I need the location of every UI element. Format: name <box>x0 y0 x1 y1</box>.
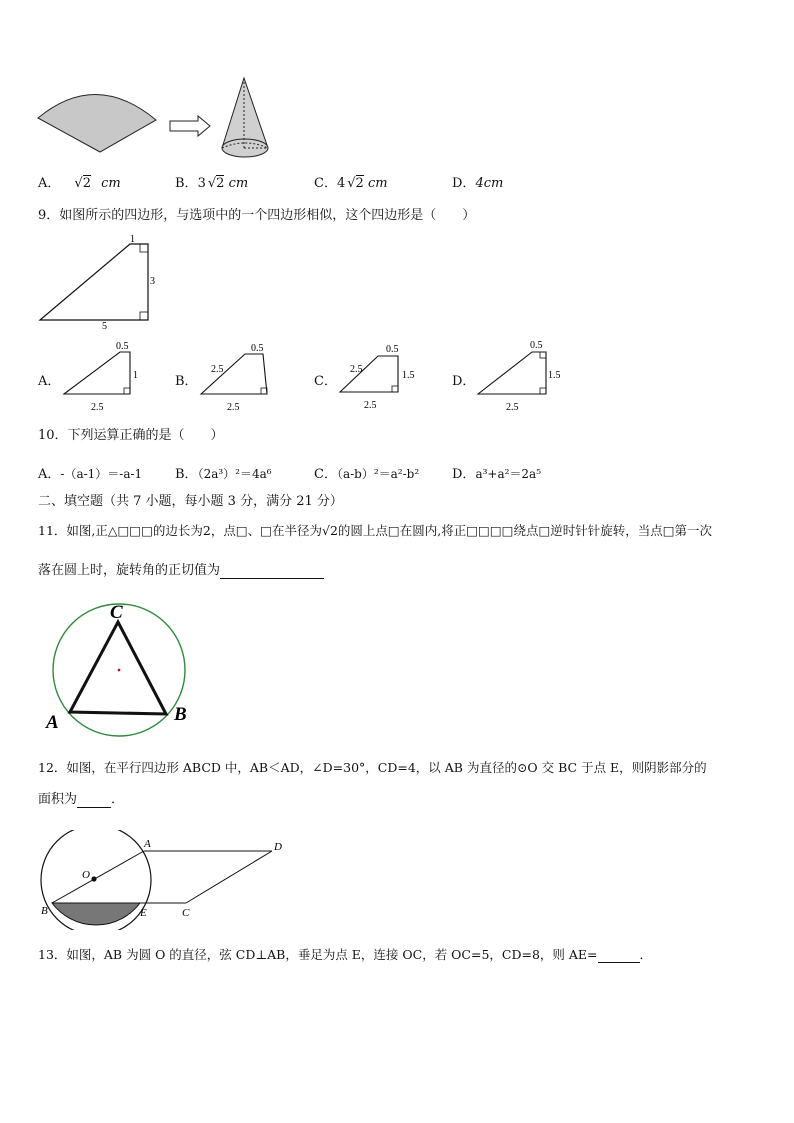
q13-text: 13．如图，AB 为圆 O 的直径，弦 CD⊥AB，垂足为点 E，连接 OC，若 OC=5，CD=8，则 AE= <box>38 947 598 962</box>
sqrt-icon: √ <box>347 176 356 191</box>
sqrt-icon: √ <box>74 176 83 191</box>
q8-figure <box>36 76 286 164</box>
option-text: 4cm <box>475 176 504 191</box>
option-text: （2a³）²＝4a⁶ <box>197 467 272 481</box>
label-right: 1.5 <box>548 370 561 381</box>
answer-blank[interactable] <box>598 948 640 963</box>
answer-blank[interactable] <box>77 793 111 808</box>
option-label: A． <box>38 467 61 482</box>
coefficient: 3 <box>197 176 206 191</box>
q10-option-a[interactable] <box>38 463 142 482</box>
option-label: B． <box>175 467 198 482</box>
option-label: D． <box>452 176 476 191</box>
q9-option-c-figure <box>334 340 434 418</box>
label-c: C <box>182 907 190 919</box>
label-c: C <box>110 602 123 623</box>
q11-figure <box>40 598 200 738</box>
sector-shape <box>38 94 156 152</box>
equilateral-triangle <box>70 622 166 714</box>
q13-line <box>38 947 652 963</box>
label-bottom: 2.5 <box>227 402 240 413</box>
q8-option-a[interactable] <box>38 172 121 191</box>
q10-option-d[interactable] <box>452 463 541 482</box>
arrow-right-icon <box>170 116 210 136</box>
label-right: 1 <box>133 370 138 381</box>
label-bottom: 2.5 <box>506 402 519 413</box>
q11-line1: 11．如图,正△□□□的边长为2，点□、□在半径为√2的圆上点□在圆内,将正□□□□绕点□逆时针针旋转，当点□第一次 <box>38 523 713 538</box>
label-a: A <box>46 712 59 733</box>
radicand: 2 <box>355 176 364 191</box>
center-dot <box>91 876 96 881</box>
q8-option-d[interactable] <box>452 172 503 191</box>
center-dot <box>118 669 121 672</box>
option-text: （a-b）²＝a²-b² <box>336 467 420 481</box>
q12-line1: 12．如图，在平行四边形 ABCD 中，AB＜AD，∠D=30°，CD=4，以 AB 为直径的⊙O 交 BC 于点 E，则阴影部分的 <box>38 760 707 775</box>
label-right: 3 <box>150 276 155 287</box>
option-label: D． <box>452 374 476 389</box>
label-left: 2.5 <box>350 364 363 375</box>
unit: cm <box>101 176 121 191</box>
label-top: 0.5 <box>386 344 399 355</box>
label-bottom: 5 <box>102 321 107 332</box>
q11-line2 <box>38 563 324 579</box>
q10-stem: 10．下列运算正确的是（ ） <box>38 428 224 443</box>
option-label: C． <box>314 176 337 191</box>
label-bottom: 2.5 <box>364 400 377 411</box>
cone-shape <box>222 78 268 157</box>
q12-line2 <box>38 792 124 808</box>
label-right: 1.5 <box>402 370 415 381</box>
radicand: 2 <box>216 176 225 191</box>
q12-line2-text: 面积为 <box>38 792 78 807</box>
label-e: E <box>140 907 147 919</box>
label-top: 0.5 <box>251 343 264 354</box>
label-b: B <box>174 704 187 725</box>
q10-option-b[interactable] <box>175 463 272 482</box>
q9-option-a-figure <box>58 338 148 416</box>
option-label: C． <box>314 374 337 389</box>
q9-option-b-figure <box>195 338 285 416</box>
label-a: A <box>144 838 151 850</box>
q9-option-d-figure <box>472 336 572 416</box>
sqrt-icon: √ <box>207 176 217 191</box>
label-left: 2.5 <box>211 364 224 375</box>
q13-end: ． <box>639 947 653 962</box>
q8-option-c[interactable] <box>314 172 388 191</box>
label-d: D <box>274 841 282 853</box>
shaded-region <box>52 903 140 925</box>
unit: cm <box>228 176 249 191</box>
option-label: C． <box>314 467 337 482</box>
unit: cm <box>367 176 388 191</box>
q12-line2-end: ． <box>111 792 125 807</box>
option-label: B． <box>175 374 198 389</box>
section-title: 二、填空题（共 7 小题，每小题 3 分，满分 21 分） <box>38 494 343 509</box>
label-bottom: 2.5 <box>91 402 104 413</box>
option-label: A． <box>38 374 61 389</box>
q9-stem: 9．如图所示的四边形，与选项中的一个四边形相似，这个四边形是（ ） <box>38 208 476 223</box>
q12-figure <box>36 830 296 930</box>
q8-option-b[interactable] <box>175 172 248 191</box>
label-o: O <box>82 869 90 881</box>
label-top: 0.5 <box>116 341 129 352</box>
option-label: A． <box>38 176 61 191</box>
label-top: 1 <box>130 234 135 245</box>
label-top: 0.5 <box>530 340 543 351</box>
label-b: B <box>41 905 48 917</box>
q11-line2-text: 落在圆上时，旋转角的正切值为 <box>38 563 221 578</box>
option-label: B． <box>175 176 198 191</box>
radicand: 2 <box>82 176 91 191</box>
coefficient: 4 <box>336 176 346 191</box>
option-label: D． <box>452 467 476 482</box>
q9-main-figure <box>36 230 166 332</box>
option-text: a³+a²＝2a⁵ <box>475 467 542 481</box>
q10-option-c[interactable] <box>314 463 419 482</box>
option-text: -（a-1）＝-a-1 <box>60 467 143 481</box>
answer-blank[interactable] <box>220 564 324 579</box>
